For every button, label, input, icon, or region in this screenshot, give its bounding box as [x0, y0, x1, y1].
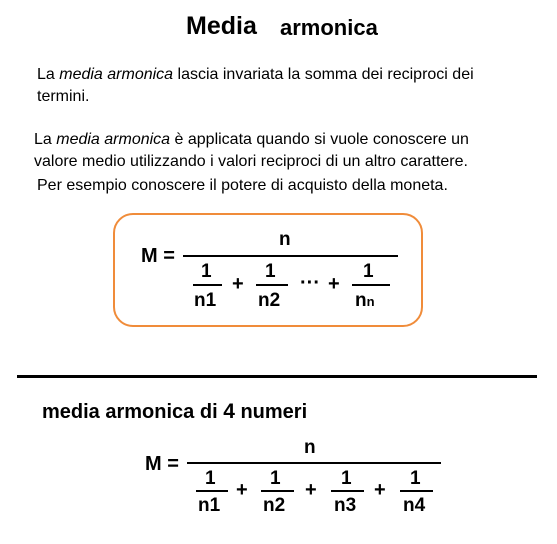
example-term1-one: 1	[205, 468, 216, 489]
ellipsis: ···	[300, 272, 320, 294]
term1-denominator: n1	[194, 290, 217, 311]
example-term3-denominator: n3	[334, 495, 357, 516]
example-term3-one: 1	[341, 468, 352, 489]
paragraph-example: Per esempio conoscere il potere di acquisto della moneta.	[37, 177, 448, 194]
plus-sign: +	[305, 479, 317, 501]
fraction-bar-main	[183, 255, 398, 257]
subscript-n: n	[366, 294, 375, 309]
page-title-sub: armonica	[280, 15, 378, 40]
paragraph-definition: La media armonica lascia invariata la somma dei reciproci dei termini.	[37, 66, 474, 105]
page-title: Media	[186, 12, 257, 40]
example-term3-bar	[331, 490, 364, 492]
plus-sign: +	[328, 273, 340, 295]
example-term4-one: 1	[410, 468, 421, 489]
termn-one: 1	[363, 261, 374, 282]
plus-sign: +	[236, 479, 248, 501]
example-term2-one: 1	[270, 468, 281, 489]
example-term4-denominator: n4	[403, 495, 426, 516]
example-term2-denominator: n2	[263, 495, 286, 516]
section-divider	[17, 375, 537, 378]
formula-lhs: M =	[141, 245, 175, 267]
termn-bar	[352, 284, 390, 286]
emphasis-text: media armonica	[59, 66, 174, 83]
plus-sign: +	[374, 479, 386, 501]
term1-bar	[193, 284, 222, 286]
section-heading: media armonica di 4 numeri	[42, 400, 308, 423]
example-term4-bar	[400, 490, 433, 492]
example-formula-lhs: M =	[145, 453, 179, 475]
term2-denominator: n2	[258, 290, 281, 311]
example-term2-bar	[261, 490, 294, 492]
termn-denominator: nn	[355, 290, 375, 311]
term1-one: 1	[201, 261, 212, 282]
term2-bar	[256, 284, 288, 286]
example-fraction-bar-main	[187, 462, 441, 464]
formula-numerator: n	[279, 229, 291, 250]
example-term1-denominator: n1	[198, 495, 221, 516]
term2-one: 1	[265, 261, 276, 282]
paragraph-application: La media armonica è applicata quando si vuole conoscere un valore medio utilizzando i valori reciproci di un altro carattere.	[34, 131, 469, 170]
example-term1-bar	[196, 490, 228, 492]
plus-sign: +	[232, 273, 244, 295]
example-numerator: n	[304, 437, 316, 458]
emphasis-text: media armonica	[56, 131, 171, 148]
